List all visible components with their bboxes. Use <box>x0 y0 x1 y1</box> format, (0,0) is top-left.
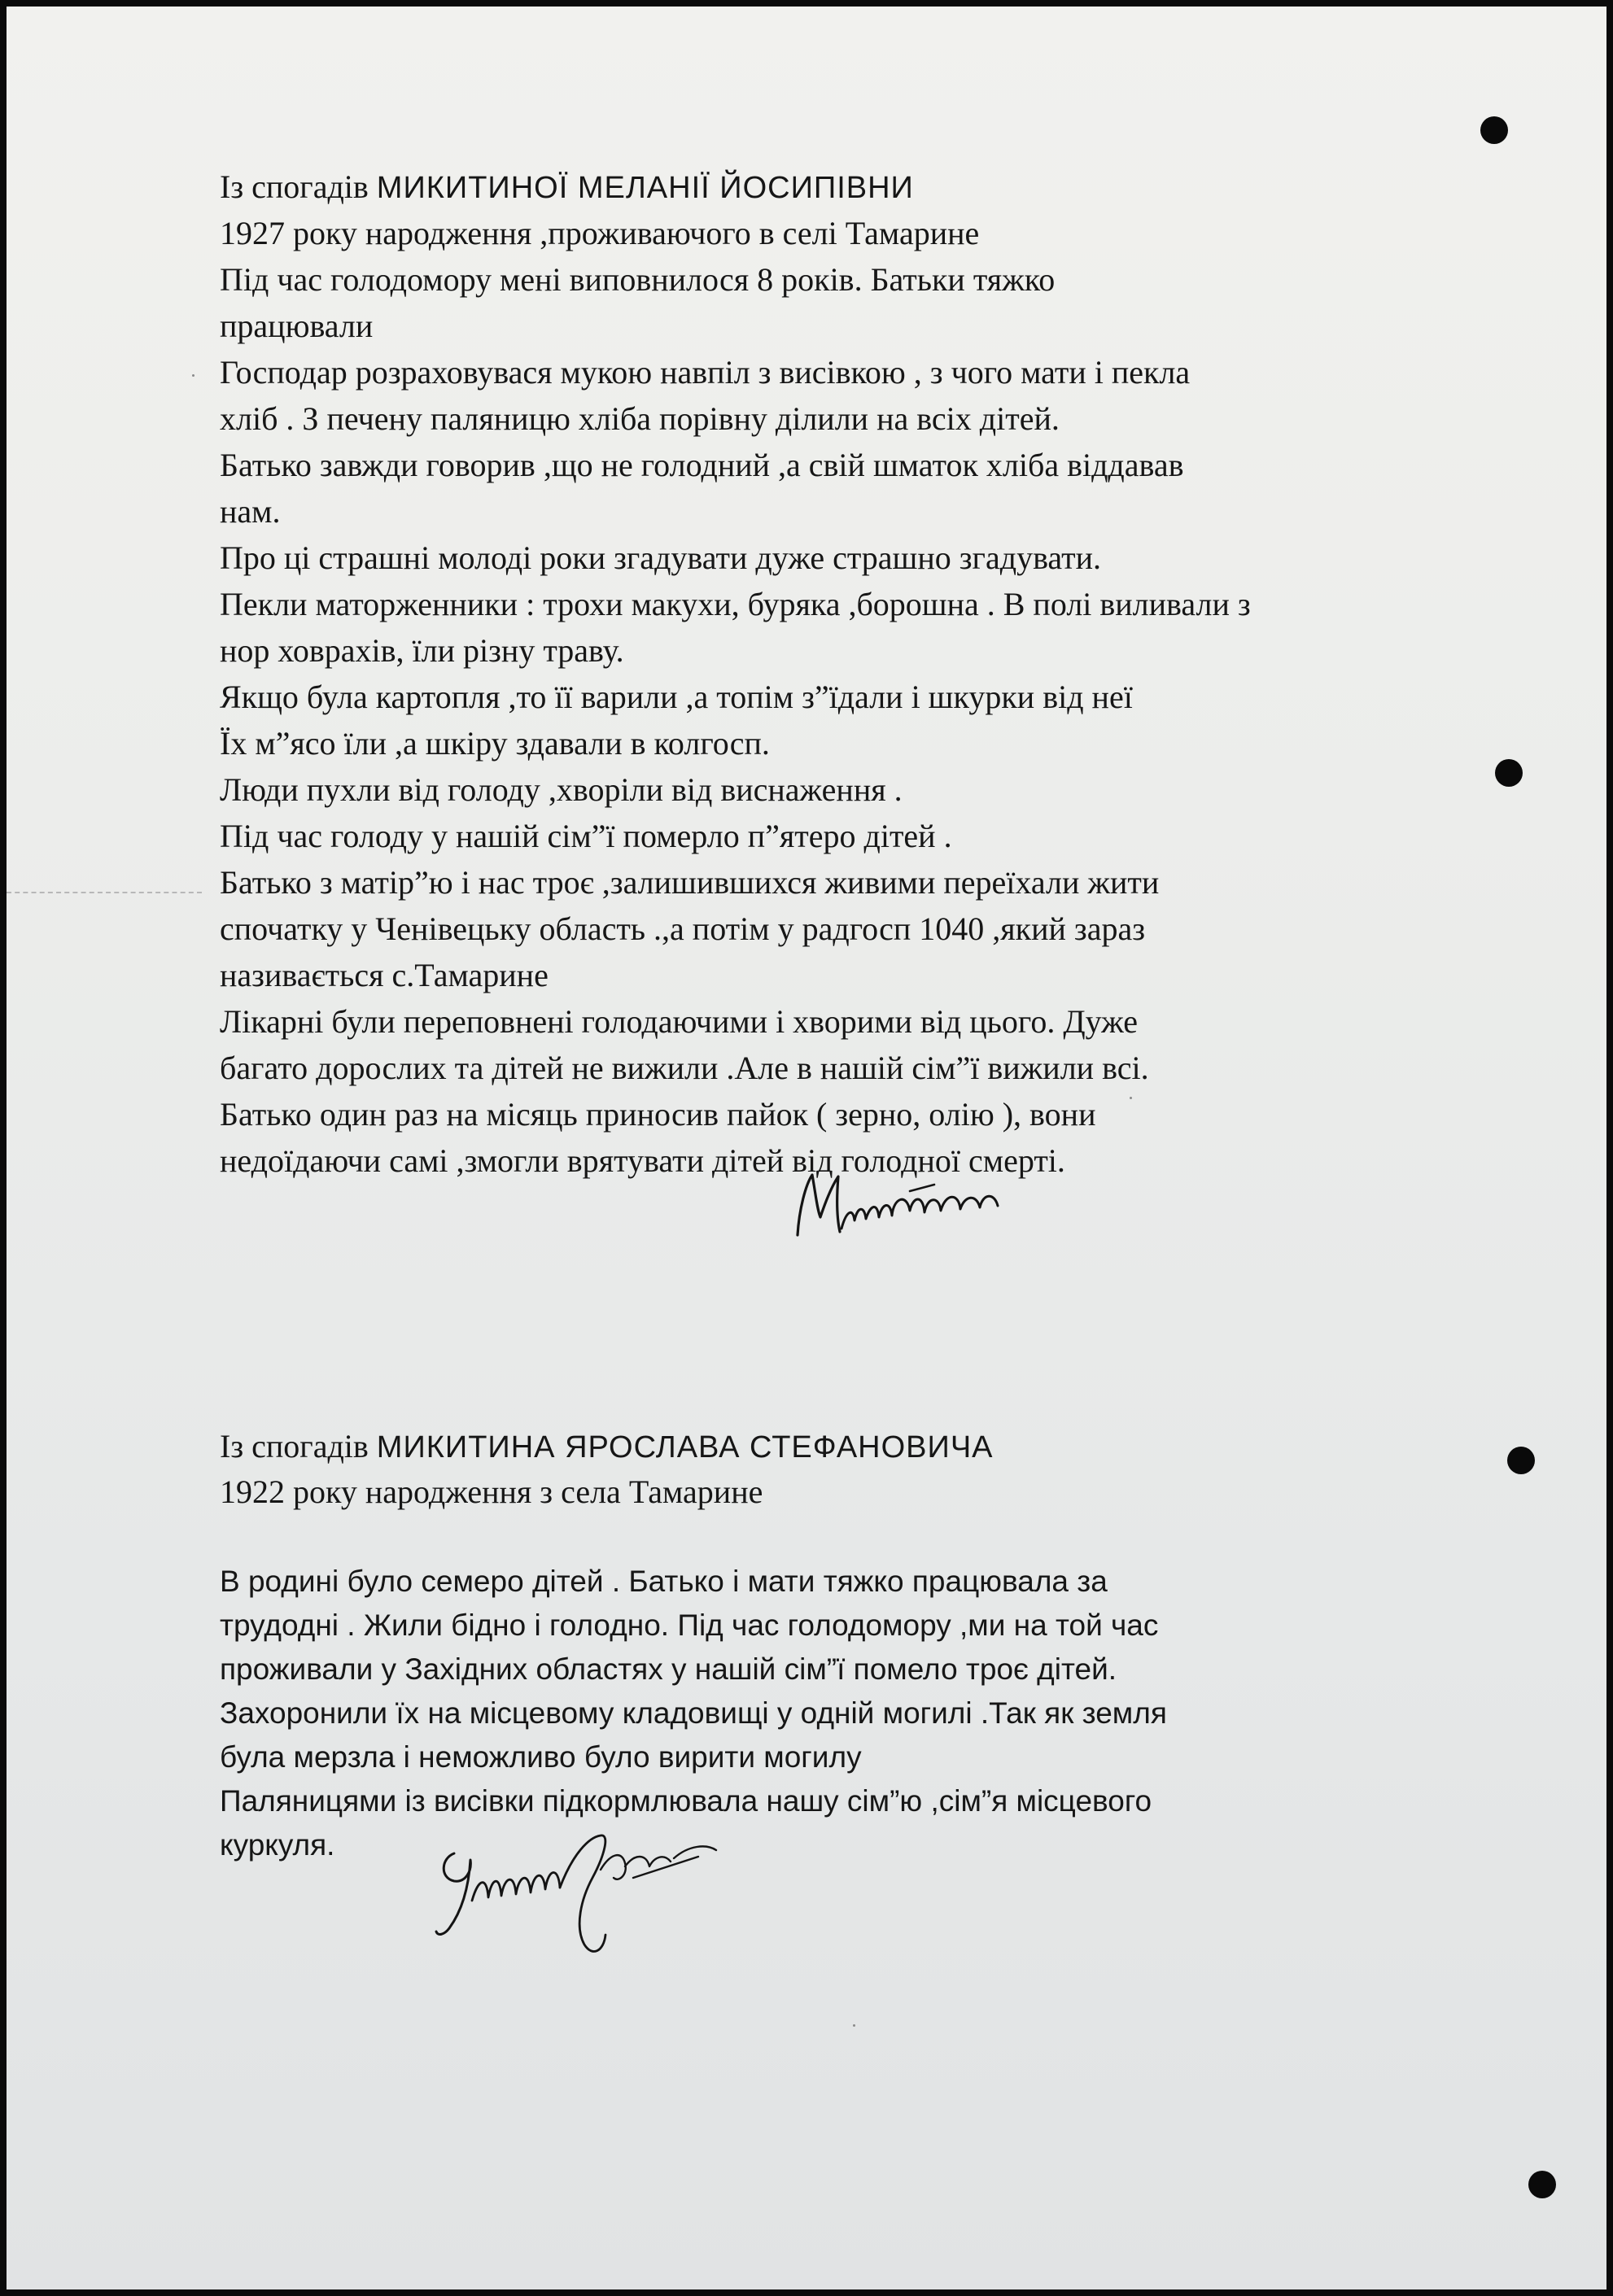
section-1-line-3: працювали <box>220 308 374 344</box>
document-page <box>7 7 1606 2289</box>
section-1-line-21: недоїдаючи самі ,змогли врятувати дітей від голодної смерті. <box>220 1142 1065 1179</box>
section-1-line-6: Батько завжди говорив ,що не голодний ,а свій шматок хліба віддавав <box>220 447 1184 483</box>
section-1-heading-prefix: Із спогадів <box>220 168 369 205</box>
section-2-line-3: В родині було семеро дітей . Батько і мати тяжко працювала за <box>220 1565 1108 1598</box>
section-1-line-15: Батько з матір”ю і нас троє ,залишившихся живими переїхали жити <box>220 864 1160 901</box>
section-1-line-20: Батько один раз на місяць приносив пайок ( зерно, олію ), вони <box>220 1096 1096 1133</box>
section-2-line-7: була мерзла і неможливо було вирити могилу <box>220 1740 862 1774</box>
section-1-heading <box>220 166 914 209</box>
section-1-line-18: Лікарні були переповнені голодаючими і хворими від цього. Дуже <box>220 1003 1138 1040</box>
section-1-line-7: нам. <box>220 493 281 530</box>
section-1-line-11: Якщо була картопля ,то її варили ,а топім з”їдали і шкурки від неї <box>220 679 1133 715</box>
section-1-line-14: Під час голоду у нашій сім”ї померло п”ятеро дітей . <box>220 818 952 854</box>
section-2-line-1: 1922 року народження з села Тамарине <box>220 1473 763 1510</box>
section-1-line-1: 1927 року народження ,проживаючого в селі Тамарине <box>220 215 980 251</box>
signature-ya-mykytyn <box>430 1821 739 1967</box>
section-1-line-2: Під час голодомору мені виповнилося 8 років. Батьки тяжко <box>220 261 1056 298</box>
speck <box>192 374 195 377</box>
punch-hole-bottom <box>1528 2171 1556 2198</box>
signature-mykytyn <box>788 1160 1032 1250</box>
section-2-line-9: куркуля. <box>220 1828 335 1862</box>
section-1-line-9: Пекли маторженники : трохи макухи, буряка ,борошна . В полі виливали з <box>220 586 1251 622</box>
section-1-line-17: називається с.Тамарине <box>220 957 549 993</box>
fold-line <box>7 892 202 893</box>
section-2-line-4: трудодні . Жили бідно і голодно. Під час голодомору ,ми на той час <box>220 1609 1159 1642</box>
punch-hole-top <box>1480 116 1508 144</box>
section-2-heading <box>220 1425 994 1469</box>
section-2-line-5: проживали у Західних областях у нашій сім”ї помело троє дітей. <box>220 1652 1117 1686</box>
section-2-line-8: Паляницями із висівки підкормлювала нашу сім”ю ,сім”я місцевого <box>220 1784 1152 1818</box>
section-2-heading-name: МИКИТИНА ЯРОСЛАВА СТЕФАНОВИЧА <box>376 1430 994 1464</box>
section-1-line-16: спочатку у Ченівецьку область .,а потім у радгосп 1040 ,який зараз <box>220 910 1146 947</box>
section-1-line-8: Про ці страшні молоді роки згадувати дуже страшно згадувати. <box>220 539 1102 576</box>
section-2-line-6: Захоронили їх на місцевому кладовищі у одній могилі .Так як земля <box>220 1696 1167 1730</box>
section-1-line-4: Господар розраховувася мукою навпіл з висівкою , з чого мати і пекла <box>220 354 1191 391</box>
section-2-heading-prefix: Із спогадів <box>220 1428 369 1464</box>
section-1-line-5: хліб . З печену паляницю хліба порівну ділили на всіх дітей. <box>220 400 1060 437</box>
section-1-heading-name: МИКИТИНОЇ МЕЛАНІЇ ЙОСИПІВНИ <box>376 171 914 205</box>
speck <box>1130 1097 1132 1099</box>
section-1-line-13: Люди пухли від голоду ,хворіли від виснаження . <box>220 771 903 808</box>
speck <box>853 2024 855 2027</box>
punch-hole-lower-middle <box>1507 1447 1535 1474</box>
section-1-line-19: багато дорослих та дітей не вижили .Але в нашій сім”ї вижили всі. <box>220 1050 1149 1086</box>
section-1-line-12: Їх м”ясо їли ,а шкіру здавали в колгосп. <box>220 725 770 762</box>
punch-hole-upper-middle <box>1495 759 1523 787</box>
section-1-line-10: нор ховрахів, їли різну траву. <box>220 632 624 669</box>
